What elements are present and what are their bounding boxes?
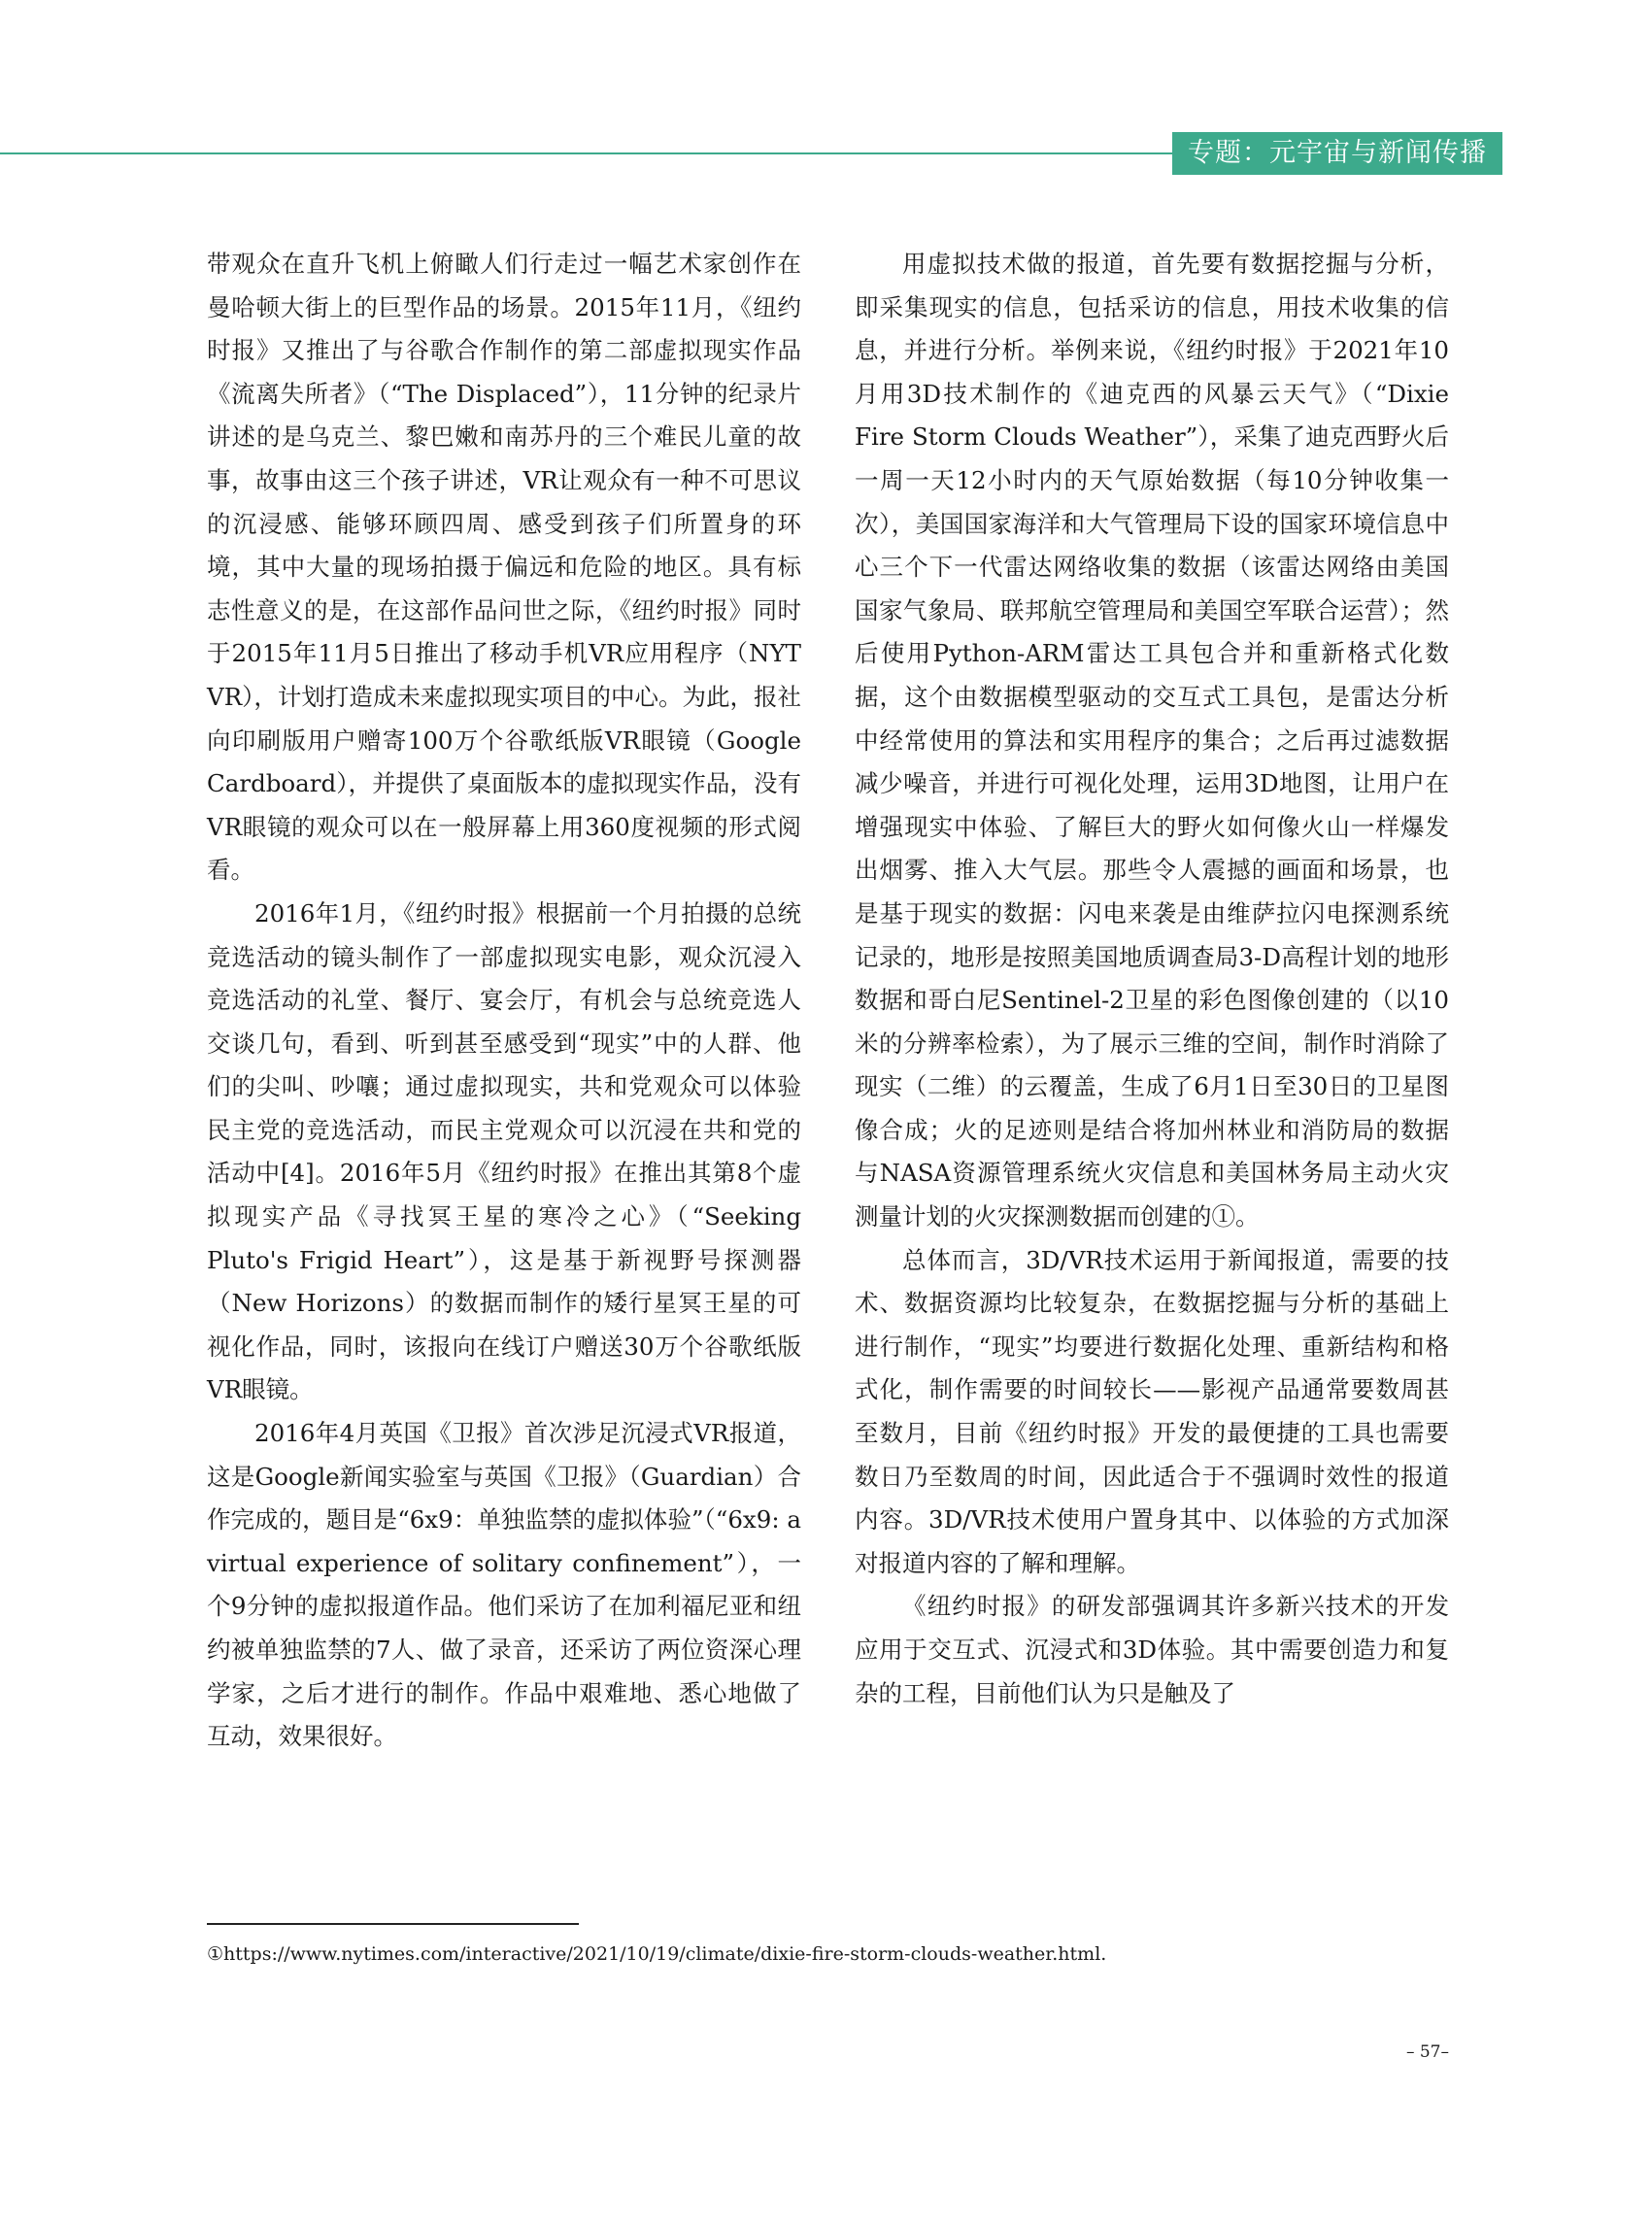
left-paragraph-2: 2016年1月，《纽约时报》根据前一个月拍摄的总统竞选活动的镜头制作了一部虚拟现实电影，观众沉浸入竞选活动的礼堂、餐厅、宴会厅，有机会与总统竞选人交谈几句，看到、听到甚至感受到“现实”中的人群、他们的尖叫、吵嚷；通过虚拟现实，共和党观众可以体验民主党的竞选活动，而民主党观众可以沉浸在共和党的活动中[4]。2016年5月《纽约时报》在推出其第8个虚拟现实产品《寻找冥王星的寒冷之心》（“Seeking Pluto's Frigid Heart”），这是基于新视野号探测器（New Horizons）的数据而制作的矮行星冥王星的可视化作品，同时，该报向在线订户赠送30万个谷歌纸版VR眼镜。 — [207, 898, 801, 1404]
right-paragraph-1: 用虚拟技术做的报道，首先要有数据挖掘与分析，即采集现实的信息，包括采访的信息，用技术收集的信息，并进行分析。举例来说，《纽约时报》于2021年10月用3D技术制作的《迪克西的风暴云天气》（“Dixie Fire Storm Clouds Weather”），采集了迪克西野火后一周一天12小时内的天气原始数据（每10分钟收集一次），美国国家海洋和大气管理局下设的国家环境信息中心三个下一代雷达网络收集的数据（该雷达网络由美国国家气象局、联邦航空管理局和美国空军联合运营）；然后使用Python-ARM雷达工具包合并和重新格式化数据，这个由数据模型驱动的交互式工具包，是雷达分析中经常使用的算法和实用程序的集合；之后再过滤数据减少噪音，并进行可视化处理，运用3D地图，让用户在增强现实中体验、了解巨大的野火如何像火山一样爆发出烟雾、推入大气层。那些令人震撼的画面和场景，也是基于现实的数据：闪电来袭是由维萨拉闪电探测系统记录的，地形是按照美国地质调查局3-D高程计划的地形数据和哥白尼Sentinel-2卫星的彩色图像创建的（以10米的分辨率检索），为了展示三维的空间，制作时消除了现实（二维）的云覆盖，生成了6月1日至30日的卫星图像合成；火的足迹则是结合将加州林业和消防局的数据与NASA资源管理系统火灾信息和美国林务局主动火灾测量计划的火灾探测数据而创建的①。 — [855, 250, 1449, 1231]
header-rule — [0, 152, 1172, 154]
left-paragraph-1: 带观众在直升飞机上俯瞰人们行走过一幅艺术家创作在曼哈顿大街上的巨型作品的场景。2015年11月，《纽约时报》又推出了与谷歌合作制作的第二部虚拟现实作品《流离失所者》（“The Displaced”），11分钟的纪录片讲述的是乌克兰、黎巴嫩和南苏丹的三个难民儿童的故事，故事由这三个孩子讲述，VR让观众有一种不可思议的沉浸感、能够环顾四周、感受到孩子们所置身的环境，其中大量的现场拍摄于偏远和危险的地区。具有标志性意义的是，在这部作品问世之际，《纽约时报》同时于2015年11月5日推出了移动手机VR应用程序（NYT VR），计划打造成未来虚拟现实项目的中心。为此，报社向印刷版用户赠寄100万个谷歌纸版VR眼镜（Google Cardboard），并提供了桌面版本的虚拟现实作品，没有VR眼镜的观众可以在一般屏幕上用360度视频的形式阅看。 — [207, 250, 801, 885]
section-header-tab: 专题：元宇宙与新闻传播 — [1172, 132, 1502, 175]
footnote-divider — [207, 1923, 579, 1925]
left-paragraph-3: 2016年4月英国《卫报》首次涉足沉浸式VR报道，这是Google新闻实验室与英国《卫报》（Guardian）合作完成的，题目是“6x9：单独监禁的虚拟体验”（“6x9: a virtual experience of solitary confinement”），一个9分钟的虚拟报道作品。他们采访了在加利福尼亚和纽约被单独监禁的7人、做了录音，还采访了两位资深心理学家，之后才进行的制作。作品中艰难地、悉心地做了互动，效果很好。 — [207, 1419, 801, 1751]
right-paragraph-2: 总体而言，3D/VR技术运用于新闻报道，需要的技术、数据资源均比较复杂，在数据挖掘与分析的基础上进行制作，“现实”均要进行数据化处理、重新结构和格式化，制作需要的时间较长——影视产品通常要数周甚至数月，目前《纽约时报》开发的最便捷的工具也需要数日乃至数周的时间，因此适合于不强调时效性的报道内容。3D/VR技术使用户置身其中、以体验的方式加深对报道内容的了解和理解。 — [855, 1245, 1449, 1577]
right-paragraph-3: 《纽约时报》的研发部强调其许多新兴技术的开发应用于交互式、沉浸式和3D体验。其中需要创造力和复杂的工程，目前他们认为只是触及了 — [855, 1592, 1449, 1707]
left-column — [207, 243, 801, 1759]
right-column — [855, 243, 1449, 1715]
footnote: ①https://www.nytimes.com/interactive/2021/10/19/climate/dixie-fire-storm-clouds-weather.html. — [207, 1943, 1107, 1965]
page-number: – 57– — [1405, 2042, 1449, 2062]
